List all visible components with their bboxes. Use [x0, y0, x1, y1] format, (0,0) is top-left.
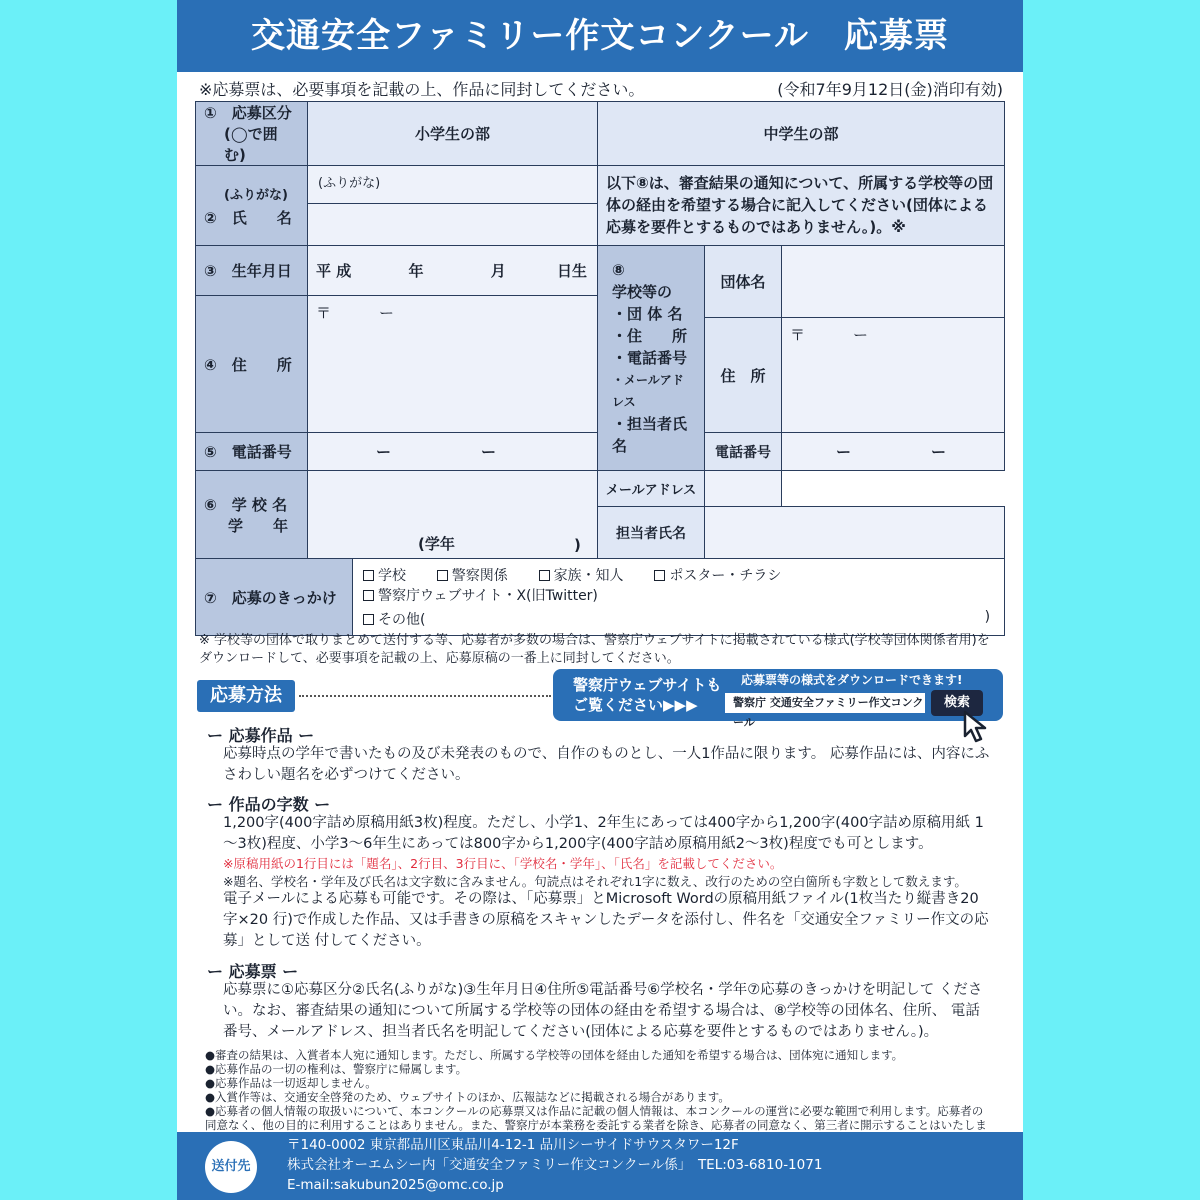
address-label: ④ 住 所 — [196, 296, 308, 433]
group-email-label: メールアドレス — [598, 471, 705, 507]
count-email-text: 電子メールによる応募も可能です。その際は、「応募票」とMicrosoft Wordの原稿用紙ファイル(1枚当たり縦書き20字×20 行)で作成した作品、又は手書きの原稿をスキャンしたデータを添付し、件名を「交通安全ファミリー作文の応募」として送 付してください。 — [223, 891, 989, 949]
checkbox-school[interactable]: 学校 — [363, 565, 406, 585]
works-text: 応募時点の学年で書いたもの及び未発表のもので、自作のものとし、一人1作品に限ります。 応募作品には、内容にふさわしい題名を必ずつけてください。 — [223, 746, 990, 783]
checkbox-family[interactable]: 家族・知人 — [539, 565, 624, 585]
name-input[interactable] — [308, 204, 598, 246]
count-text: 1,200字(400字詰め原稿用紙3枚)程度。ただし、小学1、2年生にあっては400字から1,200字(400字詰め原稿用紙 1～3枚)程度、小学3～6年生にあっては800字から1,200字(400字詰め原稿用紙2～3枚)程度でも可とします。 — [223, 815, 984, 852]
search-input[interactable]: 警察庁 交通安全ファミリー作文コンクール — [725, 693, 925, 713]
group-contact-input[interactable] — [705, 507, 1005, 559]
group-name-label: 団体名 — [705, 246, 782, 318]
website-banner — [553, 669, 1003, 729]
deadline-text: (令和7年9月12日(金)消印有効) — [777, 80, 1003, 99]
phone-label: ⑤ 電話番号 — [196, 433, 308, 471]
phone-input[interactable]: ー ー — [308, 433, 598, 471]
works-title: ー 応募作品 ー — [207, 726, 315, 745]
send-to-badge: 送付先 — [205, 1141, 257, 1193]
group-name-input[interactable] — [782, 246, 1005, 318]
section8-item: ・住 所 — [612, 327, 688, 345]
note-item: ●審査の結果は、入賞者本人宛に通知します。ただし、所属する学校等の団体を経由した通知を希望する場合は、団体宛に通知します。 — [205, 1048, 904, 1062]
form-title: ー 応募票 ー — [207, 962, 299, 981]
page-title: 交通安全ファミリー作文コンクール 応募票 — [177, 0, 1023, 72]
checkbox-poster[interactable]: ポスター・チラシ — [654, 565, 781, 585]
search-button[interactable]: 検索 — [931, 690, 983, 716]
section8-note: 以下⑧は、審査結果の通知について、所属する学校等の団体の経由を希望する場合に記入してください(団体による応募を要件とするものではありません。)。※ — [598, 166, 1005, 246]
note-item: ●応募作品の一切の権利は、警察庁に帰属します。 — [205, 1062, 468, 1076]
footer-address: 〒140-0002 東京都品川区東品川4-12-1 品川シーサイドサウスタワー12F 株式会社オーエムシー内「交通安全ファミリー作文コンクール係」 TEL:03-6810-1071 E-mail:sakubun2025@omc.co.jp — [287, 1137, 823, 1193]
option-junior-high[interactable]: 中学生の部 — [598, 102, 1005, 166]
option-elementary[interactable]: 小学生の部 — [308, 102, 598, 166]
count-title: ー 作品の字数 ー — [207, 795, 331, 814]
school-input[interactable]: (学年 ) — [308, 471, 598, 559]
section8-item: ・電話番号 — [612, 349, 688, 367]
section8-label: ⑧ 学校等の ・団 体 名 ・住 所 ・電話番号 ・メールアドレス ・担当者氏名 — [598, 246, 705, 471]
group-address-label: 住 所 — [705, 318, 782, 433]
checkbox-other[interactable]: その他( — [363, 609, 425, 629]
entry-form-table — [195, 101, 1005, 636]
checkbox-website[interactable]: 警察庁ウェブサイト・X(旧Twitter) — [363, 585, 598, 605]
note-item: ●入賞作等は、交通安全啓発のため、ウェブサイトのほか、広報誌などに掲載される場合があります。 — [205, 1090, 730, 1104]
footer — [177, 1132, 1023, 1200]
footer-email: E-mail:sakubun2025@omc.co.jp — [287, 1177, 504, 1193]
form-text: 応募票に①応募区分②氏名(ふりがな)③生年月日④住所⑤電話番号⑥学校名・学年⑦応募のきっかけを明記して ください。なお、審査結果の通知について所属する学校等の団体の経由を希望する場合は、⑧学校等の団体名、住所、 電話番号、メールアドレス、担当者氏名を明記してください(団体による応募を要件とするものではありません。)。 — [223, 982, 983, 1040]
count-red-note: ※原稿用紙の1行目には「題名」、2行目、3行目に、「学校名・学年」、「氏名」を記載してください。 — [223, 856, 783, 871]
cursor-arrow-icon — [963, 710, 991, 744]
divider — [299, 695, 551, 697]
category-label: ① 応募区分 (◯で囲む) — [196, 102, 308, 166]
website-text: 警察庁ウェブサイトも ご覧ください▶▶▶ — [573, 676, 722, 714]
group-phone-label: 電話番号 — [705, 433, 782, 471]
note-item: ●応募作品は一切返却しません。 — [205, 1076, 377, 1090]
motivation-options: 学校 警察関係 家族・知人 ポスター・チラシ 警察庁ウェブサイト・X(旧Twitter) その他( ) — [353, 559, 1005, 636]
birthdate-input[interactable]: 平 成 年 月 日生 — [308, 246, 598, 296]
section8-item: ・担当者氏名 — [612, 415, 688, 455]
group-email-input[interactable] — [705, 471, 782, 507]
footnote: ※ 学校等の団体で取りまとめて送付する等、応募者が多数の場合は、警察庁ウェブサイトに掲載されている様式(学校等団体関係者用)を ダウンロードして、必要事項を記載の上、応募原稿の一番上に同封してください。 — [199, 633, 990, 666]
group-contact-label: 担当者氏名 — [598, 507, 705, 559]
furigana-input[interactable]: (ふりがな) — [308, 166, 598, 204]
note-item: ●応募者の個人情報の取扱いについて、本コンクールの応募票又は作品に記載の個人情報は、本コンクールの運営に必要な範囲で利用します。応募者の 同意なく、他の目的に利用することはありません。また、警察庁が本業務を委託する業者を除き、応募者の同意なく、第三者に開示することはいたしま — [205, 1104, 987, 1132]
group-address-input[interactable]: 〒 ー — [782, 318, 1005, 433]
section8-item: ・団 体 名 — [612, 305, 683, 323]
group-phone-input[interactable]: ー ー — [782, 433, 1005, 471]
address-input[interactable]: 〒 ー — [308, 296, 598, 433]
count-small-note: ※題名、学校名・学年及び氏名は文字数に含みません。句読点はそれぞれ1字に数え、改行のための空白箇所も字数として数えます。 — [223, 874, 967, 889]
birthdate-label: ③ 生年月日 — [196, 246, 308, 296]
entry-form-page — [177, 0, 1023, 1200]
section8-item: ・メールアドレス — [612, 373, 684, 409]
checkbox-police[interactable]: 警察関係 — [437, 565, 508, 585]
instruction-text: ※応募票は、必要事項を記載の上、作品に同封してください。 — [199, 80, 645, 99]
school-label: ⑥ 学 校 名 学 年 — [196, 471, 308, 559]
name-label: (ふりがな) ② 氏 名 — [196, 166, 308, 246]
download-note: 応募票等の様式をダウンロードできます! — [741, 673, 963, 687]
motivation-label: ⑦ 応募のきっかけ — [196, 559, 353, 636]
method-badge: 応募方法 — [197, 680, 295, 712]
